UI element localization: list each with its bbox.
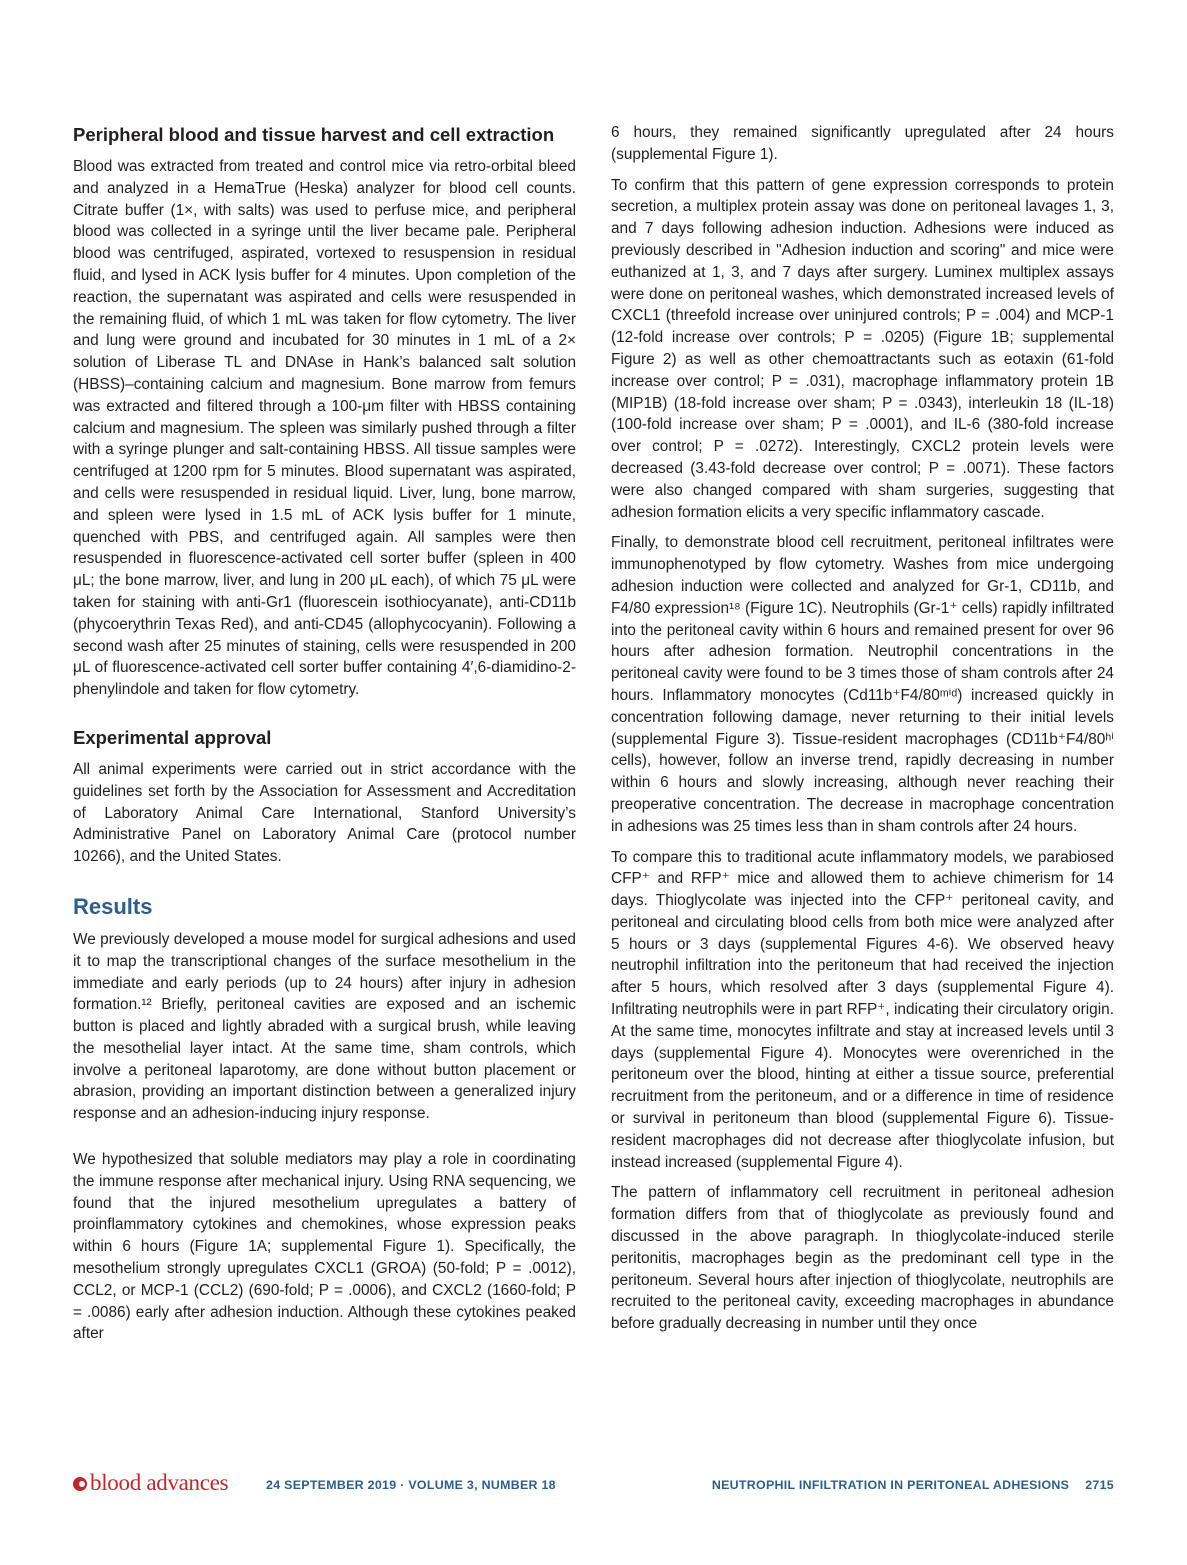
paragraph-results-hypothesis: We hypothesized that soluble mediators may play a role in coordinating the immune response after mechanical injury. Using RNA sequencing, we found that the injured mesothelium upregulates a battery of proinflammatory cytokines and chemokines, whose expression peaks within 6 hours (Figure 1A; supplemental Figure 1). Specifically, the mesothelium strongly upregulates CXCL1 (GROA) (50-fold; P = .0012), CCL2, or MCP-1 (CCL2) (690-fold; P = .0006), and CXCL2 (1660-fold; P = .0086) early after adhesion induction. Although these cytokines peaked after	[73, 1151, 576, 1343]
blood-drop-icon	[73, 1477, 87, 1491]
section-heading-blood-harvest: Peripheral blood and tissue harvest and cell extraction	[73, 124, 555, 145]
paragraph-experimental-approval: All animal experiments were carried out in strict accordance with the guidelines set forth by the Association for Assessment and Accreditation of Laboratory Animal Care International, Stanford University’s Administrative Panel on Laboratory Animal Care (protocol number 10266), and the United States.	[73, 760, 576, 866]
right-column	[611, 122, 1114, 1344]
page-footer	[73, 1468, 1114, 1498]
journal-name: blood advances	[90, 1470, 229, 1495]
section-title-results: Results	[73, 893, 153, 919]
page-number: 2715	[1085, 1478, 1114, 1492]
left-column	[73, 122, 576, 1354]
paragraph-protein-assay: To confirm that this pattern of gene expression corresponds to protein secretion, a multiplex protein assay was done on peritoneal lavages 1, 3, and 7 days following adhesion induction. Adhesions were induced as previously described in "Adhesion induction and scoring" and mice were euthanized at 1, 3, and 7 days after surgery. Luminex multiplex assays were done on peritoneal washes, which demonstrated increased levels of CXCL1 (threefold increase over uninjured controls; P = .004) and MCP-1 (12-fold increase over controls; P = .0205) (Figure 1B; supplemental Figure 2) as well as other chemoattractants such as eotaxin (61-fold increase over control; P = .031), macrophage inflammatory protein 1B (MIP1B) (18-fold increase over sham; P = .0343), interleukin 18 (IL-18) (100-fold increase over sham; P = .0001), and IL-6 (380-fold increase over control; P = .0272). Interestingly, CXCL2 protein levels were decreased (3.43-fold decrease over control; P = .0071). These factors were also changed compared with sham surgeries, suggesting that adhesion formation elicits a very specific inflammatory cascade.	[611, 176, 1114, 521]
paragraph-results-intro: We previously developed a mouse model for surgical adhesions and used it to map the transcriptional changes of the surface mesothelium in the immediate and early periods (up to 24 hours) after injury in adhesion formation.¹² Briefly, peritoneal cavities are exposed and an ischemic button is placed and lightly abraded with a surgical brush, while leaving the mesothelial layer intact. At the same time, sham controls, which involve a peritoneal laparotomy, are done without button placement or abrasion, providing an important distinction between a generalized injury response and an adhesion-inducing injury response.	[73, 930, 576, 1123]
running-header	[712, 1478, 1114, 1492]
journal-logo	[73, 1468, 228, 1498]
paragraph-thioglycolate: To compare this to traditional acute inflammatory models, we parabiosed CFP⁺ and RFP⁺ mice and allowed them to achieve chimerism for 14 days. Thioglycolate was injected into the CFP⁺ peritoneal cavity, and peritoneal and circulating blood cells from both mice were analyzed after 5 hours or 3 days (supplemental Figures 4-6). We observed heavy neutrophil infiltration into the peritoneum that had received the injection after 5 hours, which resolved after 3 days (supplemental Figure 4). Infiltrating neutrophils were in part RFP⁺, indicating their circulatory origin. At the same time, monocytes infiltrate and stay at increased levels until 3 days (supplemental Figure 4). Monocytes were overenriched in the peritoneum over the blood, hinting at either a tissue source, preferential recruitment from the peritoneum, and or a difference in time of residence or survival in peritoneum than blood (supplemental Figure 6). Tissue-resident macrophages did not decrease after thioglycolate infusion, but instead increased (supplemental Figure 4).	[611, 848, 1114, 1171]
paragraph-continued: 6 hours, they remained significantly upregulated after 24 hours (supplemental Figure 1).	[611, 124, 1114, 163]
paragraph-blood-harvest: Blood was extracted from treated and control mice via retro-orbital bleed and analyzed in a HemaTrue (Heska) analyzer for blood cell counts. Citrate buffer (1×, with salts) was used to perfuse mice, and peripheral blood was collected in a syringe until the liver became pale. Peripheral blood was centrifuged, aspirated, vortexed to resuspension in residual fluid, and lysed in ACK lysis buffer for 4 minutes. Upon completion of the reaction, the supernatant was aspirated and cells were resuspended in the remaining fluid, of which 1 mL was taken for flow cytometry. The liver and lung were ground and incubated for 30 minutes in 1 mL of a 2× solution of Liberase TL and DNAse in Hank’s balanced salt solution (HBSS)–containing calcium and magnesium. Bone marrow from femurs was extracted and filtered through a 100-μm filter with HBSS containing calcium and magnesium. The spleen was similarly pushed through a filter with a syringe plunger and salt-containing HBSS. All tissue samples were centrifuged at 1200 rpm for 5 minutes. Blood supernatant was aspirated, and cells were resuspended in residual liquid. Liver, lung, bone marrow, and spleen were lysed in 1.5 mL of ACK lysis buffer for 1 minute, quenched with PBS, and centrifuged again. All samples were then resuspended in fluorescence-activated cell sorter buffer (spleen in 400 μL; the bone marrow, liver, and lung in 200 μL each), of which 75 μL were taken for staining with anti-Gr1 (fluorescein isothiocyanate), anti-CD11b (phycoerythrin Texas Red), and anti-CD45 (allophycocyanin). Following a second wash after 25 minutes of staining, cells were resuspended in 200 μL of fluorescence-activated cell sorter buffer containing 4′,6-diamidino-2-phenylindole and taken for flow cytometry.	[73, 158, 576, 699]
paragraph-cell-recruitment: Finally, to demonstrate blood cell recruitment, peritoneal infiltrates were immunophenotyped by flow cytometry. Washes from mice undergoing adhesion induction were collected and analyzed for Gr-1, CD11b, and F4/80 expression¹⁸ (Figure 1C). Neutrophils (Gr-1⁺ cells) rapidly infiltrated into the peritoneal cavity within 6 hours and remained present for over 96 hours after adhesion formation. Neutrophil concentrations in the peritoneal cavity were found to be 3 times those of sham controls after 24 hours. Inflammatory monocytes (Cd11b⁺F4/80ᵐⁱᵈ) increased quickly in concentration following damage, never returning to their initial levels (supplemental Figure 3). Tissue-resident macrophages (CD11b⁺F4/80ʰⁱ cells), however, follow an inverse trend, rapidly decreasing in number within 6 hours and slowly increasing, although never reaching their preoperative concentration. The decrease in macrophage concentration in adhesions was 25 times less than in sham controls after 24 hours.	[611, 534, 1115, 835]
paragraph-pattern-comparison: The pattern of inflammatory cell recruitment in peritoneal adhesion formation differs from that of thioglycolate as previously found and discussed in the above paragraph. In thioglycolate-induced sterile peritonitis, macrophages begin as the predominant cell type in the peritoneum. Several hours after injection of thioglycolate, neutrophils are recruited to the peritoneal cavity, exceeding macrophages in abundance before gradually decreasing in number until they once	[611, 1184, 1114, 1333]
running-title: NEUTROPHIL INFILTRATION IN PERITONEAL ADHESIONS	[711, 1478, 1070, 1492]
section-heading-experimental-approval: Experimental approval	[73, 726, 272, 748]
issue-info: 24 SEPTEMBER 2019 · VOLUME 3, NUMBER 18	[266, 1478, 556, 1492]
